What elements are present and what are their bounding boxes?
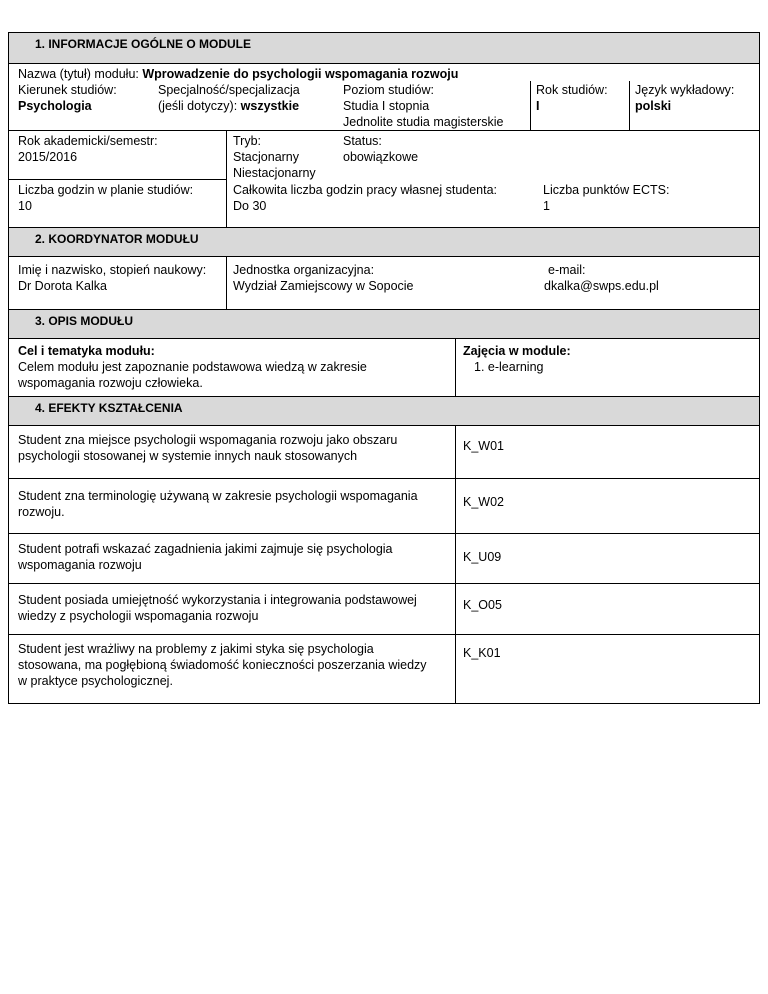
- year-label: Rok studiów:: [536, 83, 608, 97]
- outcome-text: wiedzy z psychologii wspomagania rozwoju: [18, 609, 259, 623]
- outcome-code: K_W01: [463, 439, 504, 453]
- field-label: Kierunek studiów:: [18, 83, 117, 97]
- section-2-title: 2. KOORDYNATOR MODUŁU: [35, 232, 199, 246]
- divider: [226, 257, 227, 310]
- divider: [8, 179, 227, 180]
- section-2-header: [8, 227, 760, 257]
- classes-item: 1. e-learning: [474, 360, 544, 374]
- outcome-code: K_W02: [463, 495, 504, 509]
- outcome-text: Student jest wrażliwy na problemy z jakimi styka się psychologia: [18, 642, 374, 656]
- divider: [455, 339, 456, 396]
- divider: [8, 634, 760, 635]
- self-work-label: Całkowita liczba godzin pracy własnej studenta:: [233, 183, 498, 197]
- section-4-title: 4. EFEKTY KSZTAŁCENIA: [35, 401, 183, 415]
- year-value: I: [536, 99, 540, 113]
- module-name-value: Wprowadzenie do psychologii wspomagania rozwoju: [142, 67, 459, 81]
- level-value-1: Studia I stopnia: [343, 99, 430, 113]
- ects-label: Liczba punktów ECTS:: [543, 183, 670, 197]
- hours-value: 10: [18, 199, 32, 213]
- spec-label-2: (jeśli dotyczy):: [158, 99, 241, 113]
- outcome-code: K_O05: [463, 598, 502, 612]
- mode-value-1: Stacjonarny: [233, 150, 300, 164]
- divider: [455, 426, 456, 704]
- spec-value: wszystkie: [240, 99, 300, 113]
- outcome-text: w praktyce psychologicznej.: [18, 674, 173, 688]
- section-3-header: [8, 309, 760, 339]
- mode-value-2: Niestacjonarny: [233, 166, 316, 180]
- section-4-header: [8, 396, 760, 426]
- coordinator-name-value: Dr Dorota Kalka: [18, 279, 107, 293]
- divider: [629, 81, 630, 130]
- outcome-code: K_U09: [463, 550, 502, 564]
- ects-value: 1: [543, 199, 550, 213]
- status-label: Status:: [343, 134, 382, 148]
- outcome-text: Student zna terminologię używaną w zakresie psychologii wspomagania: [18, 489, 418, 503]
- unit-label: Jednostka organizacyjna:: [233, 263, 375, 277]
- outcome-text: Student posiada umiejętność wykorzystania i integrowania podstawowej: [18, 593, 417, 607]
- section-1-header: [8, 32, 760, 64]
- email-value[interactable]: dkalka@swps.edu.pl: [544, 279, 659, 293]
- hours-label: Liczba godzin w planie studiów:: [18, 183, 194, 197]
- language-label: Język wykładowy:: [635, 83, 735, 97]
- classes-label: Zajęcia w module:: [463, 344, 571, 358]
- module-name-row: [18, 66, 458, 82]
- outcome-text: rozwoju.: [18, 505, 65, 519]
- field-value: Psychologia: [18, 99, 92, 113]
- outcome-text: wspomagania rozwoju: [18, 558, 142, 572]
- outcome-text: stosowana, ma pogłębioną świadomość konieczności poszerzania wiedzy: [18, 658, 427, 672]
- self-work-value: Do 30: [233, 199, 267, 213]
- module-name-label: Nazwa (tytuł) modułu:: [18, 67, 143, 81]
- coordinator-name-label: Imię i nazwisko, stopień naukowy:: [18, 263, 207, 277]
- outcome-code: K_K01: [463, 646, 501, 660]
- academic-year-label: Rok akademicki/semestr:: [18, 134, 158, 148]
- spec-label-1: Specjalność/specjalizacja: [158, 83, 300, 97]
- academic-year-value: 2015/2016: [18, 150, 78, 164]
- divider: [8, 478, 760, 479]
- language-value: polski: [635, 99, 672, 113]
- goal-line: Celem modułu jest zapoznanie podstawowa wiedzą w zakresie: [18, 360, 367, 374]
- divider: [8, 130, 760, 131]
- unit-value: Wydział Zamiejscowy w Sopocie: [233, 279, 414, 293]
- section-1-title: 1. INFORMACJE OGÓLNE O MODULE: [35, 37, 252, 51]
- divider: [8, 583, 760, 584]
- section-3-title: 3. OPIS MODUŁU: [35, 314, 134, 328]
- goal-line: wspomagania rozwoju człowieka.: [18, 376, 203, 390]
- outcome-text: Student potrafi wskazać zagadnienia jakimi zajmuje się psychologia: [18, 542, 393, 556]
- spec-row: [158, 98, 299, 114]
- divider: [530, 81, 531, 130]
- divider: [8, 533, 760, 534]
- goal-label: Cel i tematyka modułu:: [18, 344, 155, 358]
- level-value-2: Jednolite studia magisterskie: [343, 115, 504, 129]
- status-value: obowiązkowe: [343, 150, 419, 164]
- level-label: Poziom studiów:: [343, 83, 435, 97]
- email-label: e-mail:: [548, 263, 586, 277]
- outcome-text: psychologii stosowanej w systemie innych nauk stosowanych: [18, 449, 358, 463]
- outcome-text: Student zna miejsce psychologii wspomagania rozwoju jako obszaru: [18, 433, 398, 447]
- mode-label: Tryb:: [233, 134, 262, 148]
